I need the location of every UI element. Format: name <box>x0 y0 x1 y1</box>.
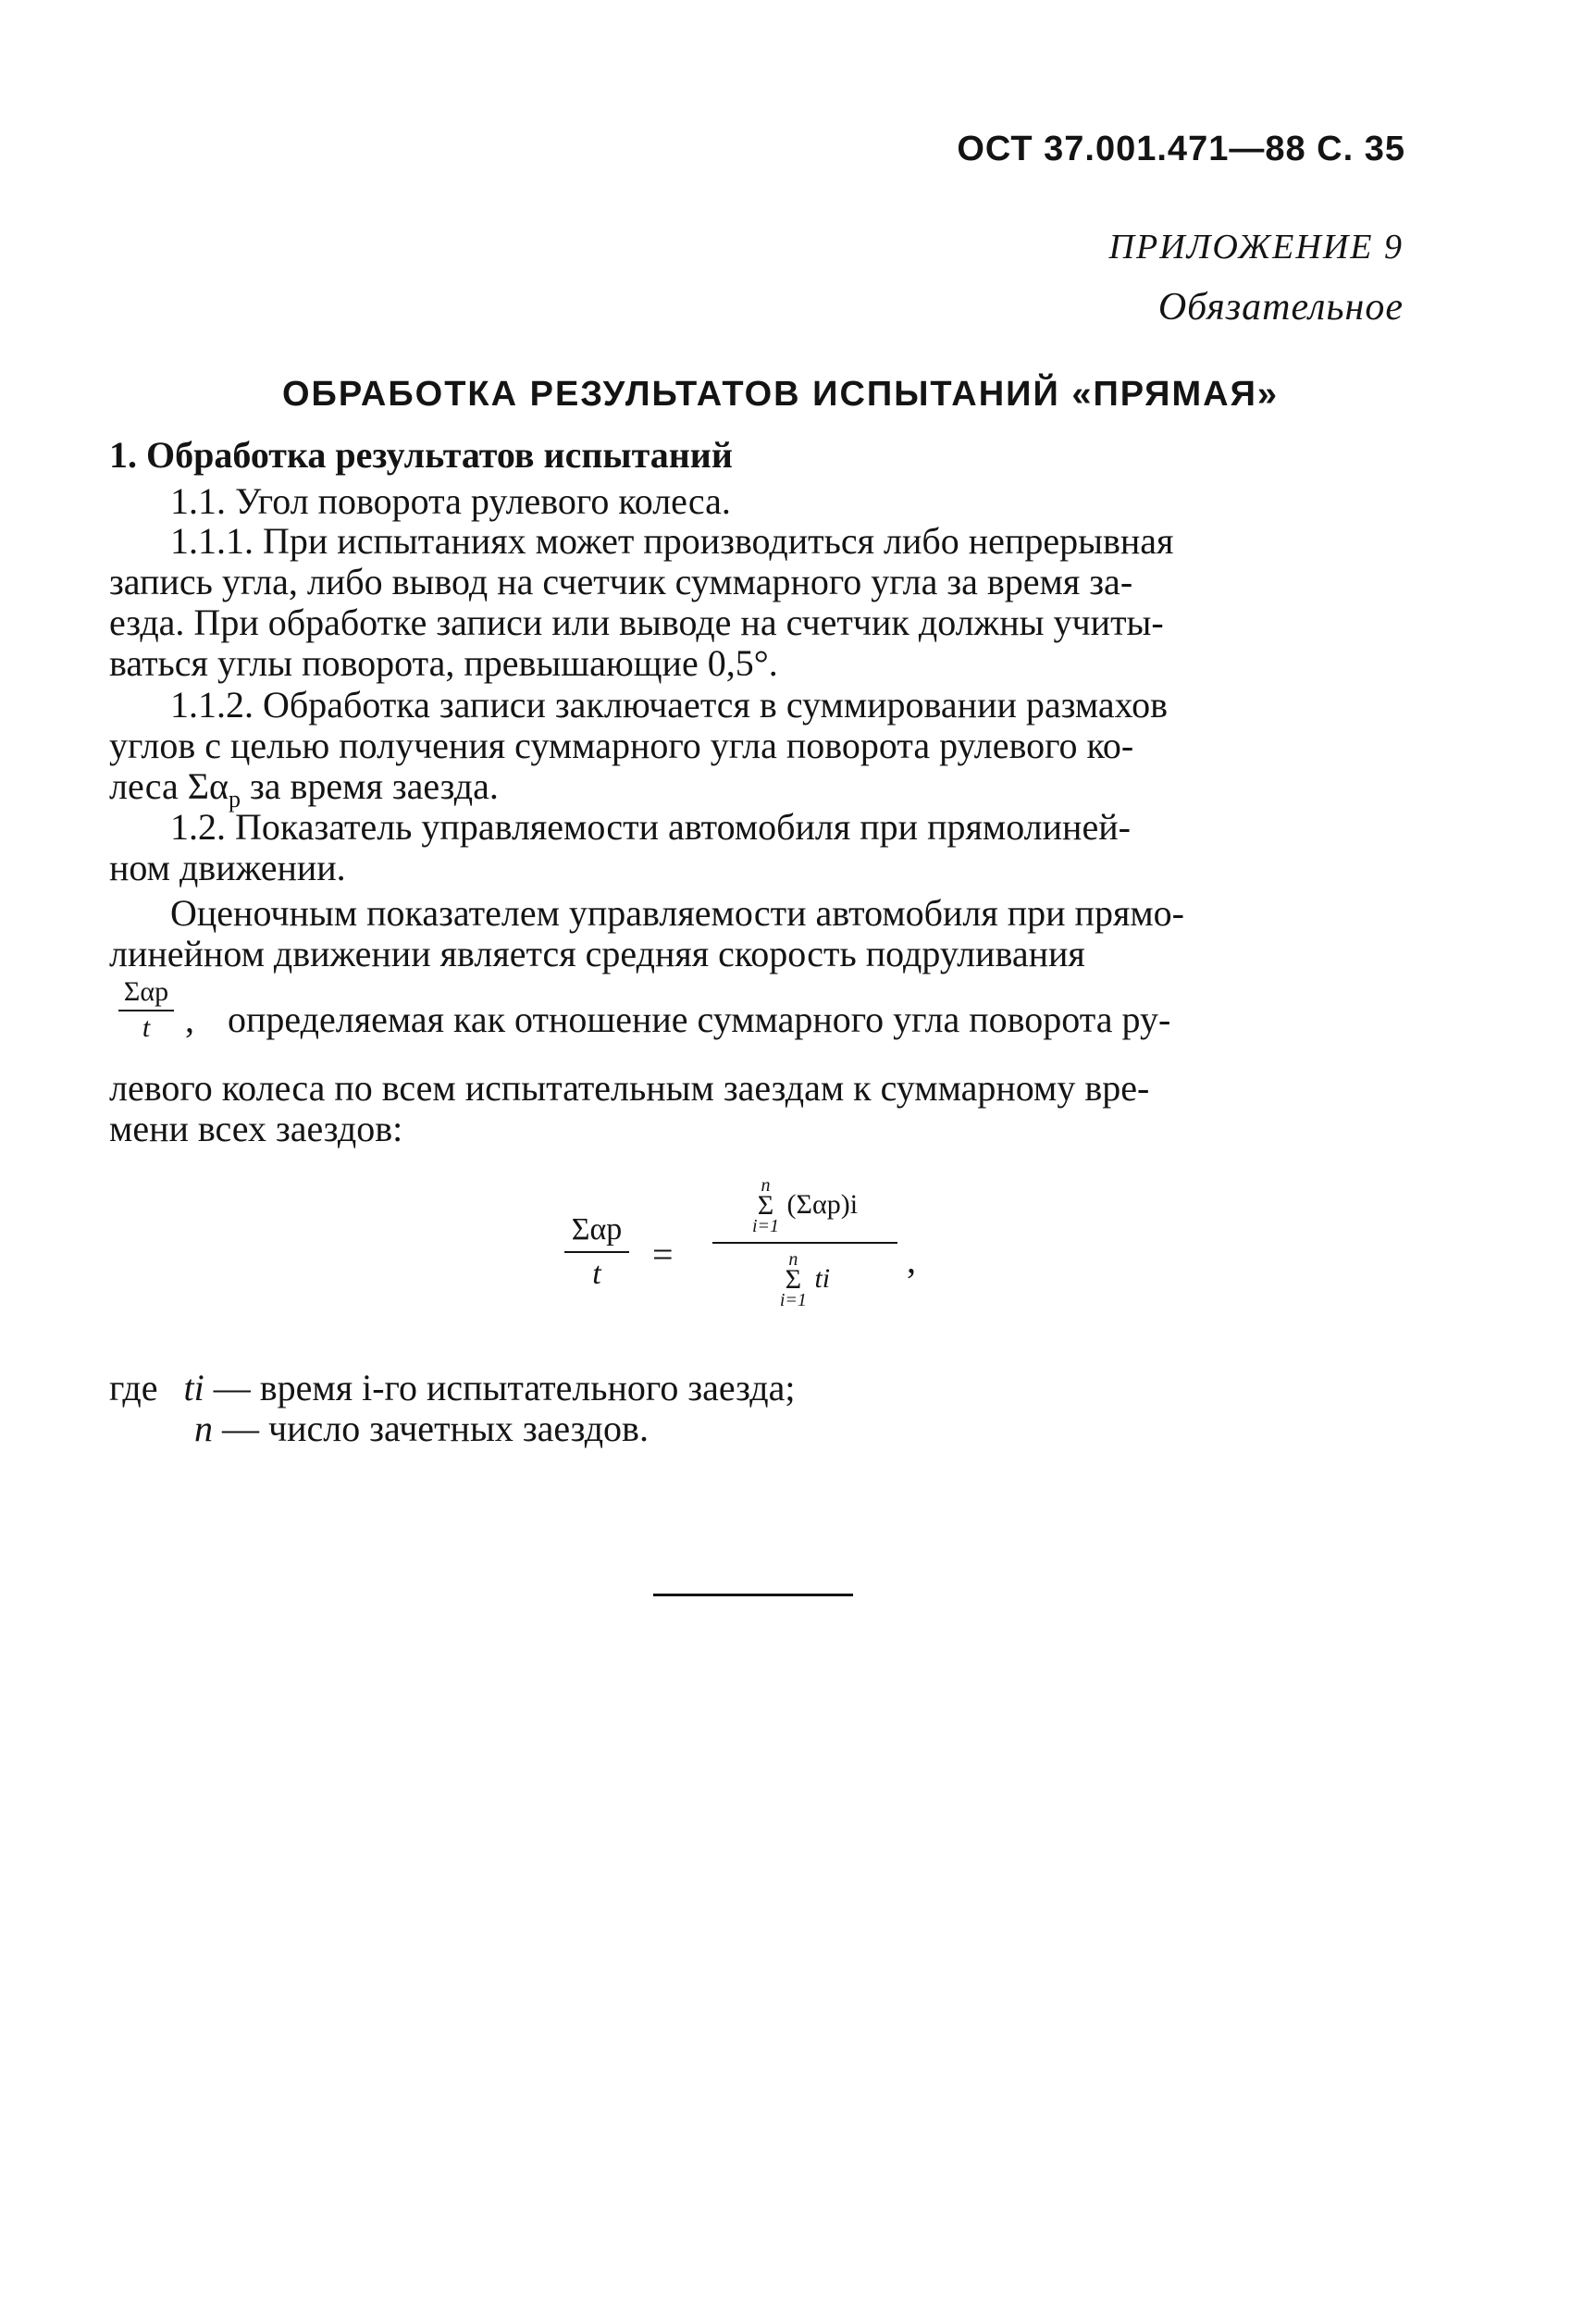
paragraph-1-1-1-line-2 <box>109 562 1404 602</box>
paragraph-eval-line-2 <box>109 934 1404 974</box>
legend-symbol-ti: ti <box>183 1367 204 1408</box>
legend-line-1 <box>109 1368 1404 1408</box>
formula-right-fraction <box>712 1175 897 1310</box>
subsection-1-1-text: 1.1. Угол поворота рулевого колеса. <box>170 480 731 522</box>
paragraph-1-2-line-2 <box>109 848 1404 888</box>
paragraph-line: езда. При обработке записи или выводе на счетчик должны учиты- <box>109 602 1164 643</box>
formula-right-numerator <box>712 1175 897 1236</box>
upper-limit: n <box>788 1249 798 1270</box>
paragraph-line: линейном движении является средняя скорость подруливания <box>109 933 1085 974</box>
document-code: ОСТ 37.001.471—88 С. 35 <box>957 130 1405 168</box>
end-separator-line <box>653 1594 853 1596</box>
paragraph-1-1-2-line-2 <box>109 726 1404 766</box>
page-title: ОБРАБОТКА РЕЗУЛЬТАТОВ ИСПЫТАНИЙ «ПРЯМАЯ» <box>282 375 1280 414</box>
paragraph-line: за время заезда. <box>240 765 499 807</box>
subsection-1-1 <box>170 481 1466 522</box>
paragraph-1-1-1-line-3 <box>109 602 1404 643</box>
upper-limit: n <box>761 1175 771 1196</box>
paragraph-line: 1.2. Показатель управляемости автомобиля при прямолиней- <box>170 806 1131 848</box>
paragraph-line: левого колеса по всем испытательным заездам к суммарному вре- <box>109 1067 1150 1109</box>
appendix-status: Обязательное <box>1157 286 1404 329</box>
formula-left-numerator: Σαр <box>571 1212 623 1247</box>
denominator-term: ti <box>814 1262 831 1294</box>
paragraph-1-1-1-line-4 <box>109 643 1404 684</box>
fraction-bar <box>564 1251 629 1253</box>
legend-line-2 <box>194 1408 1490 1449</box>
subscript: р <box>228 786 241 813</box>
paragraph-eval-line-4 <box>109 1068 1404 1109</box>
paragraph-line: 1.1.2. Обработка записи заключается в суммировании размахов <box>170 684 1169 726</box>
inline-fraction <box>109 976 183 1043</box>
paragraph-eval-line-5 <box>109 1109 1404 1149</box>
formula-right-denominator <box>712 1249 897 1310</box>
paragraph-line: леса Σα <box>109 765 229 807</box>
sum-symbol <box>780 1249 807 1310</box>
paragraph-1-2-line-1 <box>170 807 1466 848</box>
formula-comma: , <box>907 1239 916 1281</box>
paragraph-line: мени всех заездов: <box>109 1108 403 1149</box>
section-heading: 1. Обработка результатов испытаний <box>109 434 733 476</box>
paragraph-line: Оценочным показателем управляемости автомобиля при прямо- <box>170 892 1184 934</box>
appendix-label: ПРИЛОЖЕНИЕ 9 <box>1108 228 1404 267</box>
sum-symbol <box>752 1175 779 1236</box>
lower-limit: i=1 <box>751 1216 780 1236</box>
sigma-symbol: Σ <box>757 1190 774 1221</box>
paragraph-line: ваться углы поворота, превышающие 0,5°. <box>109 642 778 684</box>
paragraph-eval-line-3: , определяемая как отношение суммарного угла поворота ру- <box>185 999 1171 1040</box>
legend-desc-ti: — время i-го испытательного заезда; <box>213 1367 796 1408</box>
equals-sign: = <box>652 1234 674 1275</box>
paragraph-line: ном движении. <box>109 847 346 888</box>
legend-where: где <box>109 1367 158 1408</box>
paragraph-line: запись угла, либо вывод на счетчик суммарного угла за время за- <box>109 561 1133 602</box>
sigma-symbol: Σ <box>785 1264 802 1295</box>
numerator-term: (Σαр)i <box>786 1188 859 1220</box>
inline-fraction-numerator: Σαр <box>123 976 169 1007</box>
paragraph-line: 1.1.1. При испытаниях может производиться либо непрерывная <box>170 520 1174 562</box>
fraction-bar <box>118 1010 174 1011</box>
paragraph-line: определяемая как отношение суммарного угла поворота ру- <box>228 999 1171 1040</box>
inline-fraction-denominator: t <box>142 1012 151 1043</box>
paragraph-eval-line-1 <box>170 893 1466 934</box>
formula-left-denominator: t <box>592 1257 601 1291</box>
legend-desc-n: — число зачетных заездов. <box>222 1408 649 1449</box>
paragraph-line: углов с целью получения суммарного угла поворота рулевого ко- <box>109 725 1134 766</box>
paragraph-1-1-2-line-1 <box>170 685 1466 726</box>
paragraph-1-1-1-line-1 <box>170 521 1403 562</box>
legend-symbol-n: n <box>194 1408 213 1449</box>
formula-left-fraction <box>564 1212 629 1292</box>
lower-limit: i=1 <box>779 1290 807 1310</box>
formula-block <box>564 1175 953 1360</box>
fraction-bar <box>712 1242 897 1244</box>
